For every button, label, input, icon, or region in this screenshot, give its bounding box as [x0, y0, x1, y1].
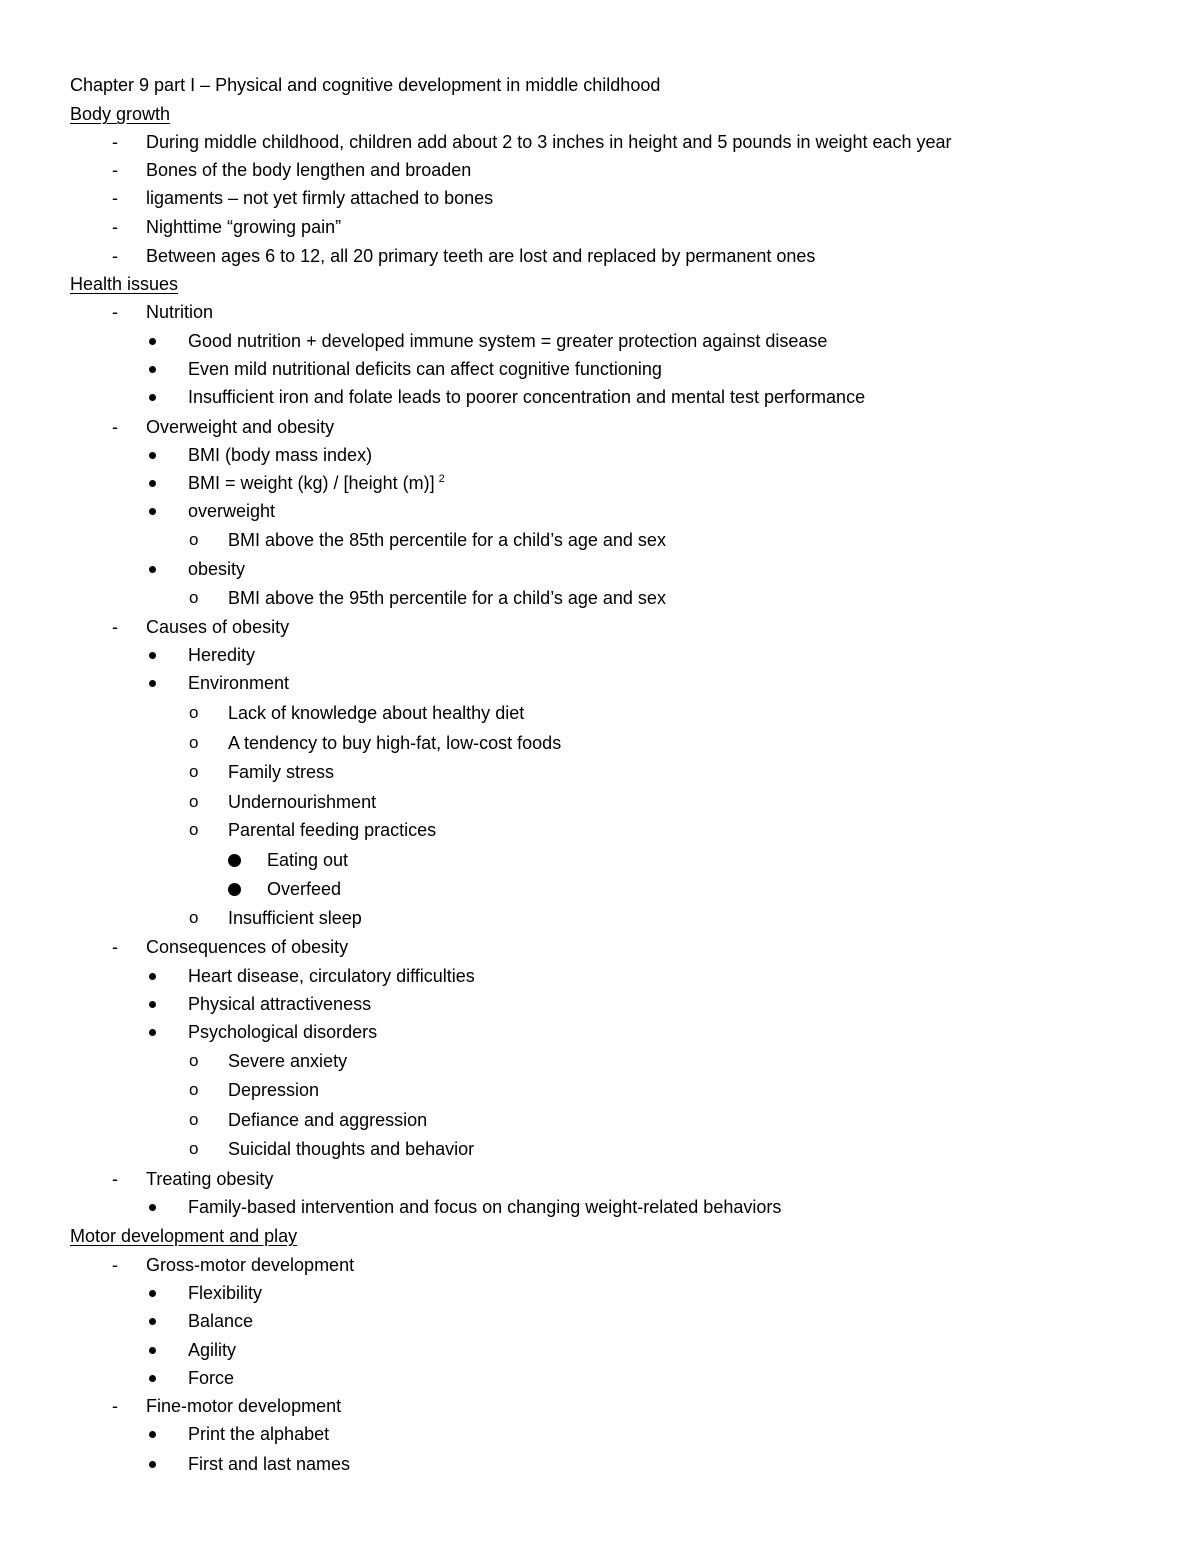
bullet-marker: [149, 1431, 156, 1438]
list-item-text: Lack of knowledge about healthy diet: [228, 703, 525, 723]
dash-marker: -: [112, 302, 118, 322]
list-item-text: Family-based intervention and focus on changing weight-related behaviors: [188, 1197, 782, 1217]
list-item-text: Heredity: [188, 645, 256, 665]
list-item-text: During middle childhood, children add about 2 to 3 inches in height and 5 pounds in weight each year: [146, 132, 952, 152]
circle-marker: o: [189, 1139, 199, 1158]
circle-marker: o: [189, 1080, 199, 1099]
bullet-marker: [149, 566, 156, 573]
circle-marker: o: [189, 820, 199, 839]
list-item-text: BMI (body mass index): [188, 445, 373, 465]
list-item-text: BMI above the 95th percentile for a child’s age and sex: [228, 588, 666, 608]
bullet-marker: [149, 1375, 156, 1382]
list-item-text: Good nutrition + developed immune system = greater protection against disease: [188, 331, 828, 351]
list-item-text: A tendency to buy high-fat, low-cost foods: [228, 733, 562, 753]
bullet-marker: [149, 680, 156, 687]
list-item-text: Severe anxiety: [228, 1051, 348, 1071]
list-item-text: Suicidal thoughts and behavior: [228, 1139, 475, 1159]
list-item-text: Bones of the body lengthen and broaden: [146, 160, 472, 180]
list-item-text: Between ages 6 to 12, all 20 primary teeth are lost and replaced by permanent ones: [146, 246, 816, 266]
list-item-text: Balance: [188, 1311, 254, 1331]
heading-text: Health issues: [70, 274, 179, 294]
bmi-formula-text: BMI = weight (kg) / [height (m)]: [188, 473, 435, 493]
bullet-marker: [149, 366, 156, 373]
list-item-text: Overweight and obesity: [146, 417, 335, 437]
bullet-marker: [149, 394, 156, 401]
bullet-marker: [149, 1204, 156, 1211]
bullet-marker: [149, 1461, 156, 1468]
list-item-text: Undernourishment: [228, 792, 377, 812]
bullet-marker: [149, 452, 156, 459]
circle-marker: o: [189, 1110, 199, 1129]
circle-marker: o: [189, 792, 199, 811]
list-item-text: Nighttime “growing pain”: [146, 217, 342, 237]
list-item-text: BMI above the 85th percentile for a child’s age and sex: [228, 530, 666, 550]
list-item-text: Causes of obesity: [146, 617, 290, 637]
list-item-text: Defiance and aggression: [228, 1110, 428, 1130]
list-item-text: Psychological disorders: [188, 1022, 378, 1042]
circle-marker: o: [189, 908, 199, 927]
dash-marker: -: [112, 132, 118, 152]
circle-marker: o: [189, 762, 199, 781]
bullet-marker: [149, 652, 156, 659]
list-item-text: Depression: [228, 1080, 320, 1100]
bmi-exponent: 2: [438, 473, 445, 485]
circle-marker: o: [189, 588, 199, 607]
dash-marker: -: [112, 160, 118, 180]
list-item-text: Heart disease, circulatory difficulties: [188, 966, 475, 986]
bullet-marker: [149, 1318, 156, 1325]
dash-marker: -: [112, 246, 118, 266]
bullet-marker: [149, 1029, 156, 1036]
dash-marker: -: [112, 1255, 118, 1275]
bullet-marker: [149, 480, 156, 487]
list-item-text: Parental feeding practices: [228, 820, 437, 840]
bullet-marker: [149, 973, 156, 980]
list-item-text: Agility: [188, 1340, 237, 1360]
list-item-text: Fine-motor development: [146, 1396, 342, 1416]
bullet-marker: [149, 1001, 156, 1008]
list-item-text: Family stress: [228, 762, 335, 782]
circle-marker: o: [189, 1051, 199, 1070]
bullet-marker: [228, 883, 241, 896]
circle-marker: o: [189, 530, 199, 549]
bullet-marker: [149, 1347, 156, 1354]
circle-marker: o: [189, 703, 199, 722]
list-item-text: Insufficient sleep: [228, 908, 362, 928]
dash-marker: -: [112, 417, 118, 437]
list-item-text: Physical attractiveness: [188, 994, 372, 1014]
dash-marker: -: [112, 188, 118, 208]
document-title: Chapter 9 part I – Physical and cognitive development in middle childhood: [70, 75, 661, 95]
circle-marker: o: [189, 733, 199, 752]
list-item-text: Insufficient iron and folate leads to poorer concentration and mental test performance: [188, 387, 866, 407]
list-item-text: Even mild nutritional deficits can affect cognitive functioning: [188, 359, 662, 379]
list-item-text: Nutrition: [146, 302, 214, 322]
bullet-marker: [149, 338, 156, 345]
list-item-text: Print the alphabet: [188, 1424, 330, 1444]
list-item-text: Flexibility: [188, 1283, 263, 1303]
bullet-marker: [149, 508, 156, 515]
list-item-text: Gross-motor development: [146, 1255, 355, 1275]
list-item-text: Eating out: [267, 850, 349, 870]
heading-text: Motor development and play: [70, 1226, 298, 1246]
bmi-formula: [188, 469, 445, 497]
list-item-text: Environment: [188, 673, 290, 693]
heading-text: Body growth: [70, 104, 171, 124]
list-item-text: Consequences of obesity: [146, 937, 349, 957]
list-item-text: ligaments – not yet firmly attached to bones: [146, 188, 494, 208]
list-item-text: obesity: [188, 559, 246, 579]
bullet-marker: [228, 854, 241, 867]
dash-marker: -: [112, 937, 118, 957]
list-item-text: Treating obesity: [146, 1169, 274, 1189]
list-item-text: overweight: [188, 501, 276, 521]
list-item-text: Force: [188, 1368, 235, 1388]
dash-marker: -: [112, 617, 118, 637]
list-item-text: Overfeed: [267, 879, 342, 899]
dash-marker: -: [112, 1169, 118, 1189]
dash-marker: -: [112, 1396, 118, 1416]
bullet-marker: [149, 1290, 156, 1297]
list-item-text: First and last names: [188, 1454, 351, 1474]
dash-marker: -: [112, 217, 118, 237]
